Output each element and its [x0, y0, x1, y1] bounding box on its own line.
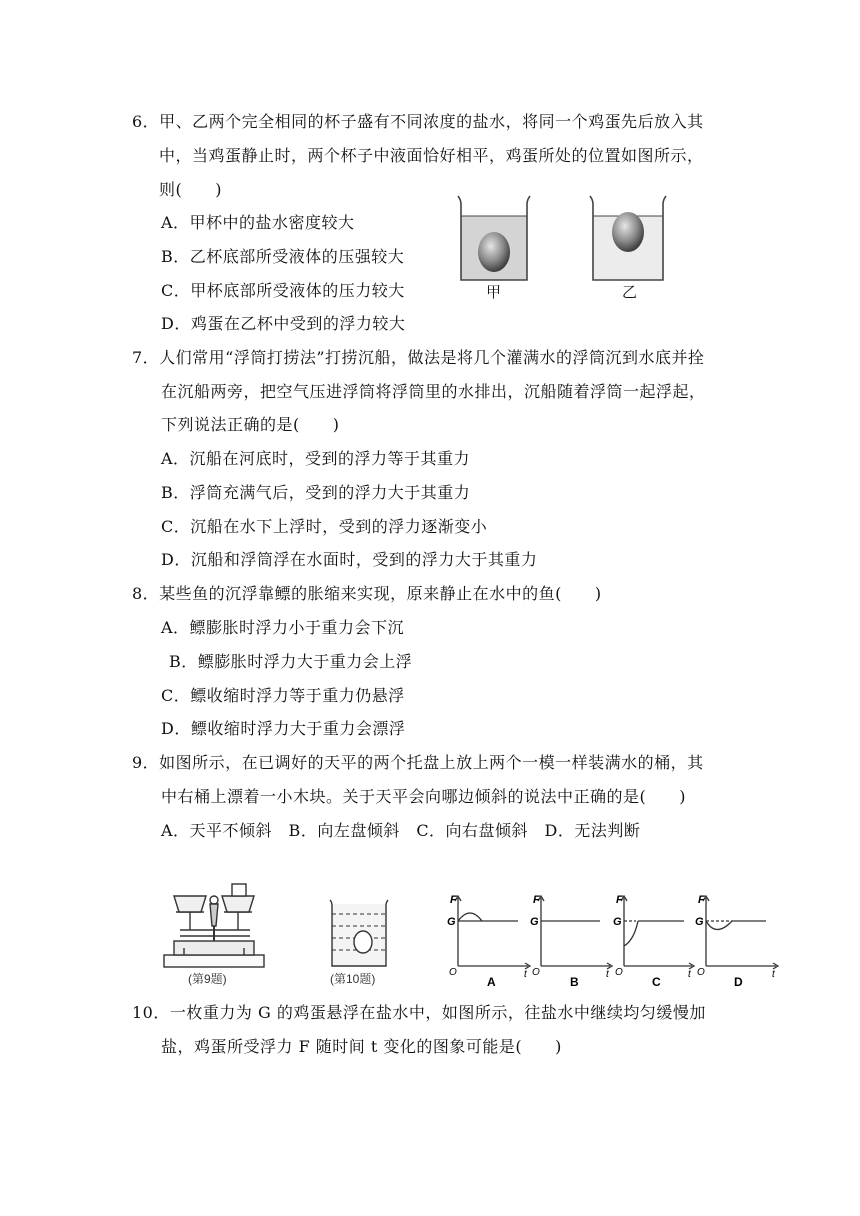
graph-a-x-label: t	[524, 969, 527, 980]
q6-stem-line-1: 6．甲、乙两个完全相同的杯子盛有不同浓度的盐水，将同一个鸡蛋先后放入其	[132, 112, 704, 131]
graph-a-g-label: G	[447, 916, 456, 928]
egg-jia	[478, 232, 510, 272]
q8-option-b: B．鳔膨胀时浮力大于重力会上浮	[169, 652, 413, 671]
graph-c-origin: O	[615, 967, 623, 978]
graph-a	[455, 896, 530, 969]
graph-b-x-label: t	[606, 969, 609, 980]
graph-b-label: B	[570, 975, 579, 989]
q6-figure-label-yi: 乙	[622, 283, 638, 301]
graph-a-origin: O	[449, 967, 457, 978]
q9-stem-line-2: 中右桶上漂着一小木块。关于天平会向哪边倾斜的说法中正确的是( )	[161, 787, 686, 806]
q10-figure-caption: (第10题)	[330, 972, 376, 986]
graph-c-y-label: F	[616, 894, 623, 906]
q6-option-a: A．甲杯中的盐水密度较大	[161, 213, 355, 232]
q8-option-c: C．鳔收缩时浮力等于重力仍悬浮	[161, 686, 405, 705]
q9-stem-line-1: 9．如图所示，在已调好的天平的两个托盘上放上两个一模一样装满水的桶，其	[132, 753, 704, 772]
q10-egg	[354, 931, 372, 953]
q7-stem-line-1: 7．人们常用“浮筒打捞法”打捞沉船，做法是将几个灌满水的浮筒沉到水底并拴	[132, 348, 705, 367]
q7-option-d: D．沉船和浮筒浮在水面时，受到的浮力大于其重力	[161, 550, 538, 569]
graph-d-y-label: F	[698, 894, 705, 906]
graph-c-label: C	[652, 975, 661, 989]
egg-yi	[612, 212, 644, 252]
graph-b-y-label: F	[533, 894, 540, 906]
q6-stem-line-3: 则( )	[159, 180, 222, 199]
graph-d-origin: O	[697, 967, 705, 978]
graph-d	[703, 896, 778, 969]
q7-option-b: B．浮筒充满气后，受到的浮力大于其重力	[161, 483, 471, 502]
beaker-jia	[458, 196, 530, 280]
q6-option-c: C．甲杯底部所受液体的压力较大	[161, 281, 405, 300]
graph-b-origin: O	[532, 967, 540, 978]
q6-option-d: D．鸡蛋在乙杯中受到的浮力较大	[161, 314, 406, 333]
q9-options: A．天平不倾斜 B．向左盘倾斜 C．向右盘倾斜 D．无法判断	[161, 821, 641, 840]
graph-c	[621, 896, 694, 969]
graph-d-x-label: t	[772, 969, 775, 980]
q8-option-d: D．鳔收缩时浮力大于重力会漂浮	[161, 719, 406, 738]
q7-stem-line-2: 在沉船两旁，把空气压进浮筒将浮筒里的水排出，沉船随着浮筒一起浮起，	[161, 382, 706, 401]
q9-figure-caption: (第9题)	[188, 972, 227, 986]
q7-option-a: A．沉船在河底时，受到的浮力等于其重力	[161, 449, 471, 468]
q8-option-a: A．鳔膨胀时浮力小于重力会下沉	[161, 618, 405, 637]
q6-stem-line-2: 中，当鸡蛋静止时，两个杯子中液面恰好相平，鸡蛋所处的位置如图所示，	[159, 146, 704, 165]
graph-a-y-label: F	[450, 894, 457, 906]
balance-figure	[164, 884, 264, 967]
graph-b-g-label: G	[530, 916, 539, 928]
q6-option-b: B．乙杯底部所受液体的压强较大	[161, 247, 405, 266]
q10-stem-line-2: 盐，鸡蛋所受浮力 F 随时间 t 变化的图象可能是( )	[161, 1037, 562, 1056]
graph-a-label: A	[487, 975, 496, 989]
graph-d-g-label: G	[695, 916, 704, 928]
graph-c-g-label: G	[613, 916, 622, 928]
beaker-yi	[590, 196, 666, 280]
q8-stem: 8．某些鱼的沉浮靠鳔的胀缩来实现，原来静止在水中的鱼( )	[132, 584, 602, 603]
q10-stem-line-1: 10．一枚重力为 G 的鸡蛋悬浮在盐水中，如图所示，往盐水中继续均匀缓慢加	[132, 1003, 706, 1022]
q7-option-c: C．沉船在水下上浮时，受到的浮力逐渐变小	[161, 517, 488, 536]
q6-figure-label-jia: 甲	[486, 283, 502, 301]
graph-c-x-label: t	[688, 969, 691, 980]
graph-b	[538, 896, 612, 969]
q10-beaker-figure	[330, 900, 388, 966]
figures-strip	[160, 870, 790, 990]
q7-stem-line-3: 下列说法正确的是( )	[161, 415, 340, 434]
graph-d-label: D	[734, 975, 743, 989]
